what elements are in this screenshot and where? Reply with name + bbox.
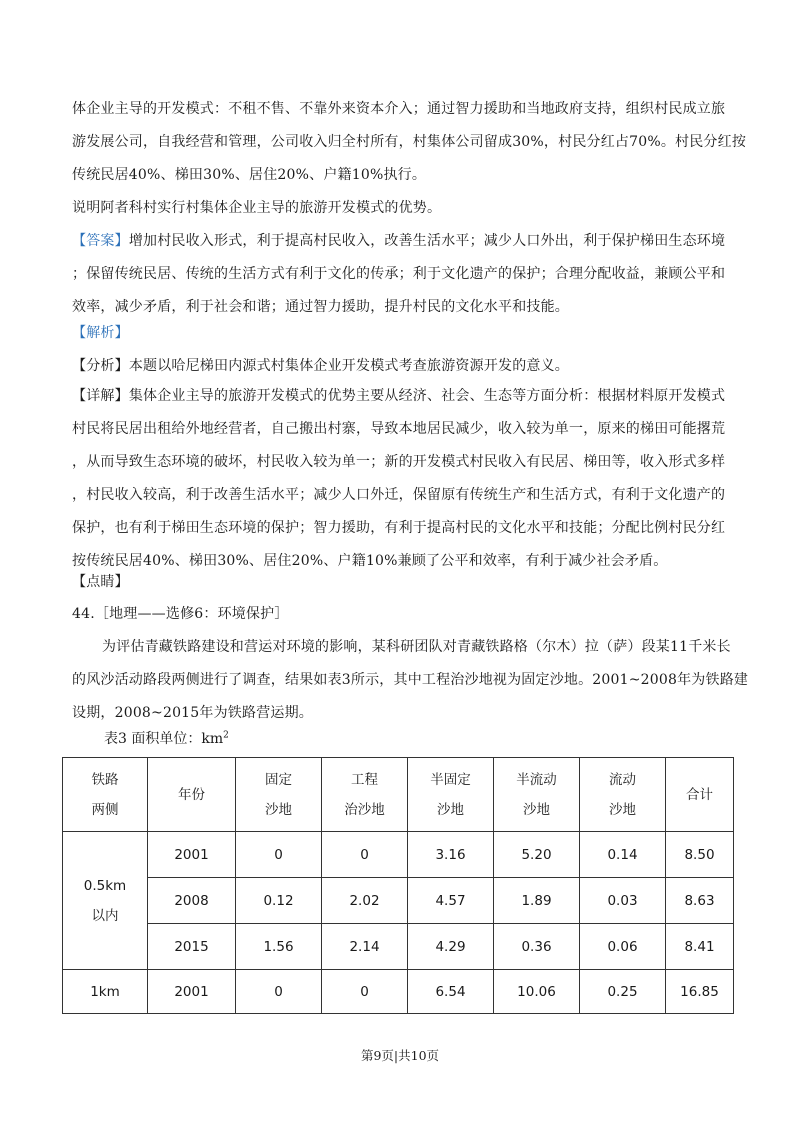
table-cell: 0 bbox=[236, 832, 322, 878]
table-cell: 3.16 bbox=[408, 832, 494, 878]
detail-line: 村民将民居出租给外地经营者，自己搬出村寨，导致本地居民减少，收入较为单一，原来的梯田可能撂荒 bbox=[72, 421, 726, 437]
detail-line: 集体企业主导的旅游开发模式的优势主要从经济、社会、生态等方面分析：根据材料原开发模式 bbox=[128, 388, 726, 404]
answer-line: 增加村民收入形式，利于提高村民收入，改善生活水平；减少人口外出，利于保护梯田生态环境 bbox=[128, 233, 726, 249]
table-cell: 4.57 bbox=[408, 878, 494, 924]
table-cell: 5.20 bbox=[494, 832, 580, 878]
table-cell: 2008 bbox=[148, 878, 236, 924]
q44-line: 的风沙活动路段两侧进行了调查，结果如表3所示，其中工程治沙地视为固定沙地。2001~2008年为铁路建 bbox=[72, 672, 749, 688]
answer-block bbox=[72, 225, 732, 324]
q44-line: 为评估青藏铁路建设和营运对环境的影响，某科研团队对青藏铁路格（尔木）拉（萨）段某11千米长 bbox=[102, 639, 731, 655]
table-cell: 8.50 bbox=[666, 832, 734, 878]
question-line: 说明阿者科村实行村集体企业主导的旅游开发模式的优势。 bbox=[72, 200, 442, 216]
q44-line: 设期，2008~2015年为铁路营运期。 bbox=[72, 705, 313, 721]
table-header-row bbox=[63, 758, 734, 832]
table-cell: 1.89 bbox=[494, 878, 580, 924]
intro-paragraph bbox=[72, 93, 747, 192]
answer-line: 效率，减少矛盾，利于社会和谐；通过智力援助，提升村民的文化水平和技能。 bbox=[72, 299, 569, 315]
table-cell: 2001 bbox=[148, 832, 236, 878]
table-cell: 0.36 bbox=[494, 924, 580, 970]
table-row bbox=[63, 970, 734, 1014]
table-cell: 0.12 bbox=[236, 878, 322, 924]
answer-line: ；保留传统民居、传统的生活方式有利于文化的传承；利于文化遗产的保护；合理分配收益，兼顾公平和 bbox=[72, 266, 726, 282]
detail-tag: 【详解】 bbox=[72, 388, 129, 404]
table-cell: 1.56 bbox=[236, 924, 322, 970]
table-cell: 2.14 bbox=[322, 924, 408, 970]
table-row bbox=[63, 924, 734, 970]
table-cell: 2001 bbox=[148, 970, 236, 1014]
table-cell: 0.14 bbox=[580, 832, 666, 878]
table-cell: 0 bbox=[236, 970, 322, 1014]
header-cell: 工程 治沙地 bbox=[322, 758, 408, 832]
detail-block bbox=[72, 380, 732, 578]
detail-line: ，村民收入较高，利于改善生活水平；减少人口外迁，保留原有传统生产和生活方式，有利于文化遗产的 bbox=[72, 487, 726, 503]
table-row bbox=[63, 878, 734, 924]
table-cell: 0.03 bbox=[580, 878, 666, 924]
dianjing-tag: 【点睛】 bbox=[72, 574, 129, 590]
table-caption bbox=[104, 728, 229, 748]
analysis-tag: 【解析】 bbox=[72, 325, 129, 341]
table-caption-sup: 2 bbox=[223, 730, 229, 741]
header-cell: 铁路 两侧 bbox=[63, 758, 148, 832]
detail-line: 保护，也有利于梯田生态环境的保护；智力援助，有利于提高村民的文化水平和技能；分配比例村民分红 bbox=[72, 520, 726, 536]
answer-tag: 【答案】 bbox=[72, 233, 129, 249]
header-cell: 固定 沙地 bbox=[236, 758, 322, 832]
side-cell: 1km bbox=[63, 970, 148, 1014]
sand-area-table bbox=[62, 757, 734, 1014]
q44-paragraph bbox=[72, 631, 749, 730]
intro-line: 体企业主导的开发模式：不租不售、不靠外来资本介入；通过智力援助和当地政府支持，组织村民成立旅 bbox=[72, 101, 726, 117]
q44-heading: 44.［地理——选修6：环境保护］ bbox=[72, 606, 289, 622]
table-cell: 6.54 bbox=[408, 970, 494, 1014]
table-cell: 0 bbox=[322, 970, 408, 1014]
table-cell: 0.25 bbox=[580, 970, 666, 1014]
header-cell: 合计 bbox=[666, 758, 734, 832]
table-cell: 8.63 bbox=[666, 878, 734, 924]
table-cell: 16.85 bbox=[666, 970, 734, 1014]
table-cell: 2.02 bbox=[322, 878, 408, 924]
header-cell: 年份 bbox=[148, 758, 236, 832]
intro-line: 传统民居40%、梯田30%、居住20%、户籍10%执行。 bbox=[72, 167, 427, 183]
header-cell: 流动 沙地 bbox=[580, 758, 666, 832]
header-cell: 半流动 沙地 bbox=[494, 758, 580, 832]
fenxi-text: 本题以哈尼梯田内源式村集体企业开发模式考查旅游资源开发的意义。 bbox=[128, 358, 570, 374]
table-cell: 2015 bbox=[148, 924, 236, 970]
table-row bbox=[63, 832, 734, 878]
detail-line: 按传统民居40%、梯田30%、居住20%、户籍10%兼顾了公平和效率，有利于减少社会矛盾。 bbox=[72, 553, 668, 569]
side-cell: 0.5km 以内 bbox=[63, 832, 148, 970]
table-cell: 0.06 bbox=[580, 924, 666, 970]
page-footer: 第9页|共10页 bbox=[360, 1048, 440, 1063]
table-cell: 4.29 bbox=[408, 924, 494, 970]
header-cell: 半固定 沙地 bbox=[408, 758, 494, 832]
question-text bbox=[72, 192, 732, 225]
table-cell: 0 bbox=[322, 832, 408, 878]
fenxi-tag: 【分析】 bbox=[72, 358, 129, 374]
table-cell: 10.06 bbox=[494, 970, 580, 1014]
table-cell: 8.41 bbox=[666, 924, 734, 970]
table-caption-text: 表3 面积单位：km bbox=[104, 731, 224, 747]
detail-line: ，从而导致生态环境的破坏，村民收入较为单一；新的开发模式村民收入有民居、梯田等，收入形式多样 bbox=[72, 454, 726, 470]
intro-line: 游发展公司，自我经营和管理，公司收入归全村所有，村集体公司留成30%，村民分红占70%。村民分红按 bbox=[72, 134, 747, 150]
fenxi-block bbox=[72, 350, 732, 383]
